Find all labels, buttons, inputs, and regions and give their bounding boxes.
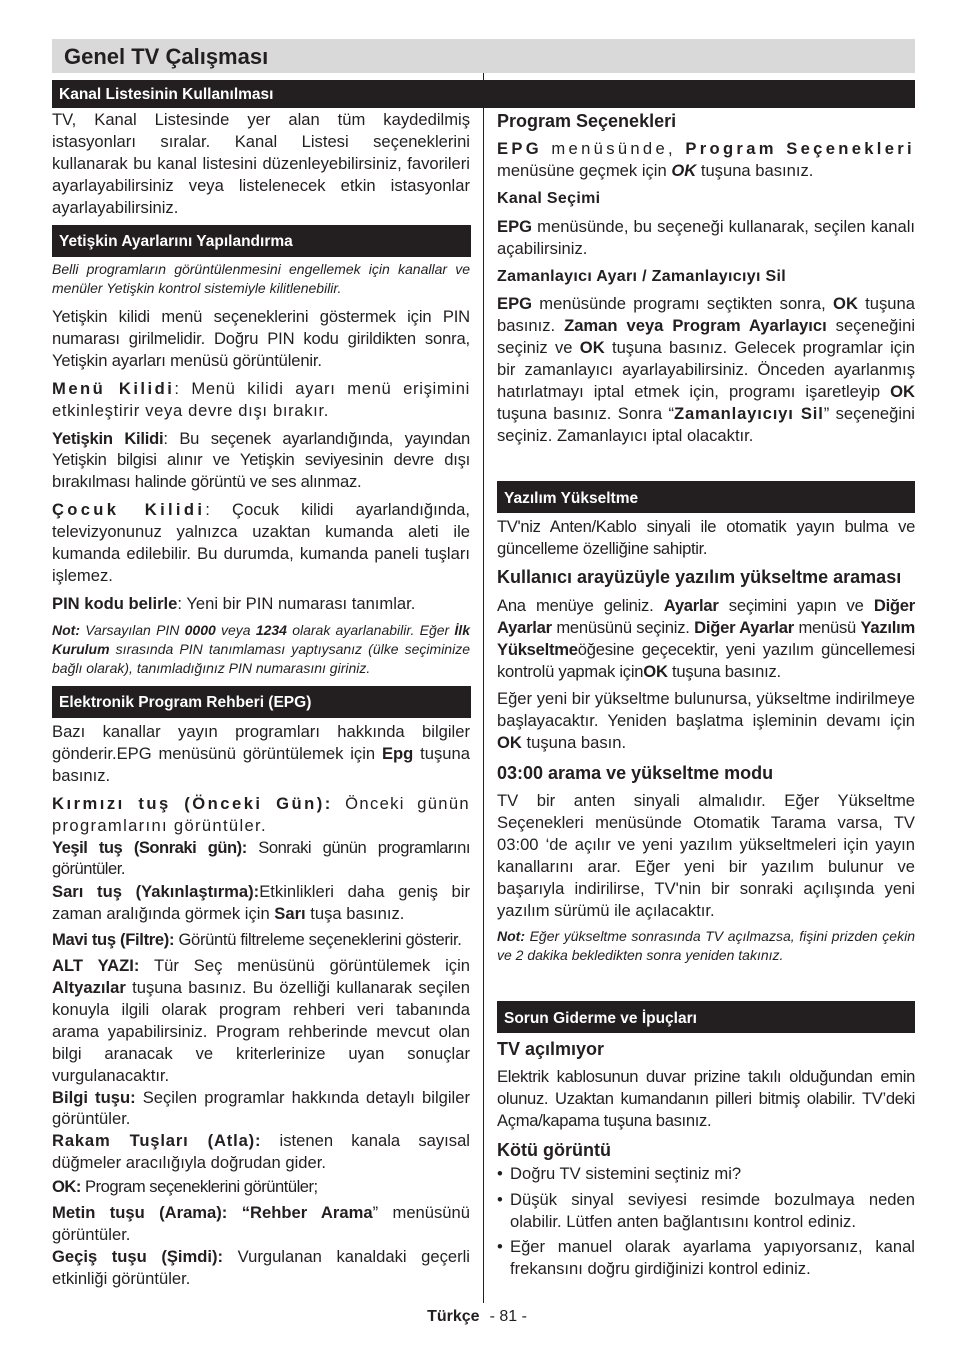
kirmizi-label: Kırmızı tuş (Önceki Gün):	[52, 793, 333, 813]
program-intro-text-2: menüsüne geçmek için	[497, 160, 672, 180]
menu-kilidi-text: : Menü kilidi ayarı menü erişimini etkinleştirir veya devre dışı bırakır.	[52, 378, 470, 420]
program-intro-ps: Program Seçenekleri	[685, 139, 915, 158]
section-header-yazilim: Yazılım Yükseltme	[497, 481, 915, 513]
yetiskin-note-ilk-kurulum: İlk Kurulum	[52, 621, 470, 657]
yesil-label: Yeşil tuş (Sonraki gün):	[52, 837, 247, 857]
tv-acilmiyor-text: Elektrik kablosunun duvar prizine takılı olduğundan emin olunuz. Uzaktan kumandanın pilleri bitmiş olabilir. TV’deki Açma/kapama tuşuna basınız.	[497, 1067, 915, 1130]
pin-kodu-text: : Yeni bir PIN numarası tanımlar.	[177, 593, 416, 613]
menu-kilidi-label: Menü Kilidi	[52, 378, 175, 398]
kirmizi-paragraph	[52, 793, 470, 837]
footer-language: Türkçe	[427, 1308, 480, 1325]
mavi-text: Görüntü filtreleme seçeneklerini gösterir.	[174, 930, 462, 950]
mavi-label: Mavi tuş (Filtre):	[52, 930, 175, 950]
tv-acilmiyor-title: TV açılmıyor	[497, 1039, 605, 1059]
yazilim-p1-text-3: menüsünü seçiniz.	[551, 617, 695, 637]
yazilim-p1-text-1: Ana menüye geliniz.	[497, 595, 664, 615]
yazilim-p1-text-6: tuşuna basınız.	[667, 661, 781, 681]
kanal-listesi-body: TV, Kanal Listesinde yer alan tüm kaydedilmiş istasyonları sıralar. Kanal Listesi seçeneklerini kullanarak bu kanal listesini düzenleyebilirsiniz, favorileri ayarlayabilirsiniz veya listelenecek etkin istasyonlar ayarlayabilirsiniz.	[52, 110, 470, 217]
zaman-text-6: ” seçeneğini seçiniz. Zamanlayıcı iptal olacaktır.	[497, 403, 915, 445]
yetiskin-note-text-1: Varsayılan PIN	[80, 621, 185, 638]
mavi-paragraph	[52, 929, 470, 951]
program-secenekleri-title: Program Seçenekleri	[497, 111, 677, 131]
yazilim-p2-text-1: Eğer yeni bir yükseltme bulunursa, yükseltme indirilmeye başlayacaktır. Yeniden başlatma işleminin devamı için	[497, 689, 915, 731]
ok-paragraph	[52, 1176, 470, 1198]
metin-text: ” menüsünü görüntüler.	[52, 1203, 470, 1244]
sari-paragraph	[52, 881, 470, 925]
zaman-ok-1: OK	[833, 294, 858, 314]
list-item: • Doğru TV sistemini seçtiniz mi?	[497, 1163, 915, 1185]
kirmizi-text: Önceki günün programlarını görüntüler.	[52, 793, 470, 835]
altyazi-paragraph	[52, 955, 470, 1086]
epg-intro	[52, 721, 470, 787]
altyazi-text-2: tuşuna basınız. Bu özelliği kullanarak seçilen konuyla ilgili olarak program rehberi veri tabanında arama yapabilirsiniz. Program rehberinde mevcut olan bilgi aranacak ve kriterlerinize uyan sonuçlar vurgulanacaktır.	[52, 977, 470, 1085]
section-header-epg: Elektronik Program Rehberi (EPG)	[52, 686, 471, 718]
yazilim-p1-bold-2: Diğer Ayarlar	[497, 595, 915, 637]
kotu-goruntu-title: Kötü görüntü	[497, 1139, 611, 1160]
page-footer	[0, 1307, 954, 1327]
page-title: Genel TV Çalışması	[52, 39, 915, 73]
yazilim-note	[497, 927, 915, 965]
bilgi-paragraph	[52, 1087, 470, 1131]
gecis-text: Vurgulanan kanaldaki geçerli etkinliği görüntüler.	[52, 1246, 470, 1288]
kanal-secimi-epg: EPG	[497, 216, 533, 236]
sari-text-2: tuşa basınız.	[305, 904, 405, 924]
metin-label: Metin tuşu (Arama): “Rehber Arama	[52, 1203, 373, 1223]
gecis-paragraph	[52, 1246, 470, 1290]
section-header-yetiskin: Yetişkin Ayarlarını Yapılandırma	[52, 225, 471, 257]
zaman-text-5: tuşuna basınız. Sonra “	[497, 403, 675, 423]
yetiskin-note-pin-1: 0000	[184, 621, 216, 638]
kotu-goruntu-list	[497, 1163, 915, 1281]
pin-kodu-paragraph	[52, 593, 470, 615]
kanal-secimi-body: menüsünde, bu seçeneği kullanarak, seçilen kanalı açabilirsiniz.	[497, 216, 915, 258]
zaman-ok-3: OK	[890, 382, 915, 402]
sari-text-1: Etkinlikleri daha geniş bir zaman aralığında görmek için	[52, 882, 470, 924]
yetiskin-note-label: Not:	[52, 621, 80, 638]
zaman-text-2: tuşuna basınız.	[497, 294, 915, 336]
yazilim-p2-ok: OK	[497, 733, 522, 753]
yazilim-note-label: Not:	[497, 927, 525, 944]
left-block-yetiskin	[52, 260, 470, 678]
altyazi-text-1: Tür Seç menüsünü görüntülemek için	[139, 956, 470, 976]
cocuk-kilidi-text: : Çocuk kilidi ayarlandığında, televizyonunuz yalnızca uzaktan kumanda aleti ile kumanda edilebilir. Bu durumda, kumanda paneli tuşları işlemez.	[52, 500, 470, 585]
ok-text: Program seçeneklerini görüntüler;	[80, 1177, 318, 1197]
right-block-program	[497, 110, 915, 447]
program-intro	[497, 138, 915, 182]
menu-kilidi-paragraph	[52, 378, 470, 422]
list-item: • Eğer manuel olarak ayarlama yapıyorsanız, kanal frekansını doğru girdiğinizi kontrol ediniz.	[497, 1236, 915, 1280]
yetiskin-note-text-3: olarak ayarlanabilir. Eğer	[286, 621, 455, 638]
rakam-label: Rakam Tuşları (Atla):	[52, 1131, 262, 1151]
yazilim-sub-title: Kullanıcı arayüzüyle yazılım yükseltme araması	[497, 566, 902, 587]
epg-intro-text-1: Bazı kanallar yayın programları hakkında bilgiler gönderir.EPG menüsünü görüntülemek için	[52, 722, 470, 763]
gecis-label: Geçiş tuşu (Şimdi):	[52, 1246, 224, 1266]
yetiskin-note-pin-2: 1234	[255, 621, 287, 638]
yazilim-intro: TV'niz Anten/Kablo sinyali ile otomatik yayın bulma ve güncelleme özelliğine sahiptir.	[497, 517, 915, 558]
left-block-kanal	[52, 109, 470, 219]
yazilim-p1-bold-3: Diğer Ayarlar	[694, 617, 794, 637]
column-divider	[483, 73, 484, 1303]
right-block-yazilim	[497, 516, 915, 965]
altyazi-key: Altyazılar	[52, 977, 126, 997]
pin-kodu-label: PIN kodu belirle	[52, 593, 178, 613]
yazilim-p1-bold-1: Ayarlar	[663, 595, 719, 615]
yetiskin-pin-text: Yetişkin kilidi menü seçeneklerini göstermek için PIN numarası girilmelidir. Doğru PIN kodu girildikten sonra, Yetişkin ayarları menüsü görüntülenir.	[52, 307, 470, 370]
yazilim-p2	[497, 688, 915, 754]
list-item: • Düşük sinyal seviyesi resimde bozulmaya neden olabilir. Lütfen anten bağlantısını kontrol ediniz.	[497, 1189, 915, 1233]
zaman-text-1: menüsünde programı seçtikten sonra,	[532, 294, 834, 314]
arama-mode-title: 03:00 arama ve yükseltme modu	[497, 763, 774, 784]
yetiskin-kilidi-text: : Bu seçenek ayarlandığında, yayından Yetişkin bilgisi alınır ve Yetişkin seviyesinin devre dışı bırakılması halinde görüntü ve ses alınmaz.	[52, 428, 470, 492]
kanal-secimi-text	[497, 216, 915, 260]
zamanlayici-text	[497, 293, 915, 446]
yetiskin-kilidi-label: Yetişkin Kilidi	[52, 428, 164, 448]
program-intro-text-3: tuşuna basınız.	[696, 160, 814, 180]
sari-label: Sarı tuş (Yakınlaştırma):	[52, 882, 260, 902]
yazilim-p1-text-4: menüsü	[793, 617, 861, 637]
yetiskin-note-text-2: veya	[215, 621, 256, 638]
zaman-bold-1: Zaman veya Program Ayarlayıcı	[564, 316, 827, 336]
zaman-epg: EPG	[497, 294, 533, 314]
zaman-text-3: seçeneğini seçiniz ve	[497, 316, 915, 358]
yetiskin-note-text-4: sırasında PIN tanımlaması yaptıysanız (ülke seçiminize bağlı olarak), tanımladığınız PIN numarasını giriniz.	[52, 640, 470, 676]
yesil-text: Sonraki günün programlarını görüntüler.	[52, 837, 470, 879]
yazilim-note-text: Eğer yükseltme sonrasında TV açılmazsa, fişini prizden çekin ve 2 dakika bekledikten sonra yeniden takınız.	[497, 927, 915, 963]
yazilim-p1-text-5: öğesine geçecektir, yeni yazılım güncellemesi kontrolü yapmak için	[497, 639, 915, 681]
rakam-paragraph	[52, 1130, 470, 1174]
ok-label: OK:	[52, 1177, 81, 1197]
program-intro-text-1: menüsünde,	[542, 139, 686, 158]
metin-paragraph	[52, 1202, 470, 1246]
right-block-sorun	[497, 1038, 915, 1280]
section-header-kanal-listesi: Kanal Listesinin Kullanılması	[52, 80, 915, 108]
zaman-bold-2: Zamanlayıcıyı Sil	[674, 403, 824, 423]
zaman-text-4: tuşuna basınız. Gelecek programlar için bir zamanlayıcı ayarlayabilirsiniz. Önceden ayarlanmış hatırlatmayı iptal etmek için, programı işaretleyip	[497, 338, 915, 402]
yetiskin-intro: Belli programların görüntülenmesini engellemek için kanallar ve menüler Yetişkin kontrol sistemiyle kilitlenebilir.	[52, 261, 470, 296]
yetiskin-kilidi-paragraph	[52, 428, 470, 494]
epg-intro-key: Epg	[381, 743, 414, 763]
altyazi-label: ALT YAZI:	[52, 956, 140, 976]
yetiskin-note	[52, 621, 470, 678]
sari-key: Sarı	[274, 904, 306, 924]
zaman-ok-2: OK	[579, 338, 605, 358]
yesil-paragraph	[52, 837, 470, 881]
program-intro-epg: EPG	[497, 139, 543, 158]
bilgi-text: Seçilen programlar hakkında detaylı bilgiler görüntüler.	[52, 1087, 470, 1129]
zamanlayici-title: Zamanlayıcı Ayarı / Zamanlayıcıyı Sil	[497, 267, 787, 285]
kanal-secimi-title: Kanal Seçimi	[497, 189, 601, 207]
page-number: - 81 -	[489, 1308, 527, 1325]
yazilim-p1-bold-5: OK	[643, 661, 668, 681]
left-block-epg	[52, 721, 470, 1290]
cocuk-kilidi-paragraph	[52, 499, 470, 587]
yazilim-p2-text-2: tuşuna basın.	[521, 733, 627, 753]
cocuk-kilidi-label: Çocuk Kilidi	[52, 500, 206, 520]
bilgi-label: Bilgi tuşu:	[52, 1087, 136, 1107]
rakam-text: istenen kanala sayısal düğmeler aracılığıyla doğrudan gider.	[52, 1131, 470, 1173]
epg-intro-text-2: tuşuna basınız.	[52, 743, 470, 785]
program-intro-ok: OK	[671, 160, 697, 180]
yazilim-p1-bold-4: Yazılım Yükseltme	[497, 617, 915, 659]
arama-mode-text: TV bir anten sinyali almalıdır. Eğer Yükseltme Seçenekleri menüsünde Otomatik Tarama varsa, TV 03:00 ‘de açılır ve yeni yazılım yükseltmeleri için yayın kanallarını arar. Eğer yeni bir yazılım bulunur ve başarıyla indirilirse, TV'nin bir sonraki açılışında yeni yazılım sürümü ile açılacaktır.	[497, 791, 915, 920]
yazilim-p1-text-2: seçimini yapın ve	[718, 595, 874, 615]
yazilim-p1	[497, 595, 915, 683]
section-header-sorun: Sorun Giderme ve İpuçları	[497, 1001, 915, 1033]
